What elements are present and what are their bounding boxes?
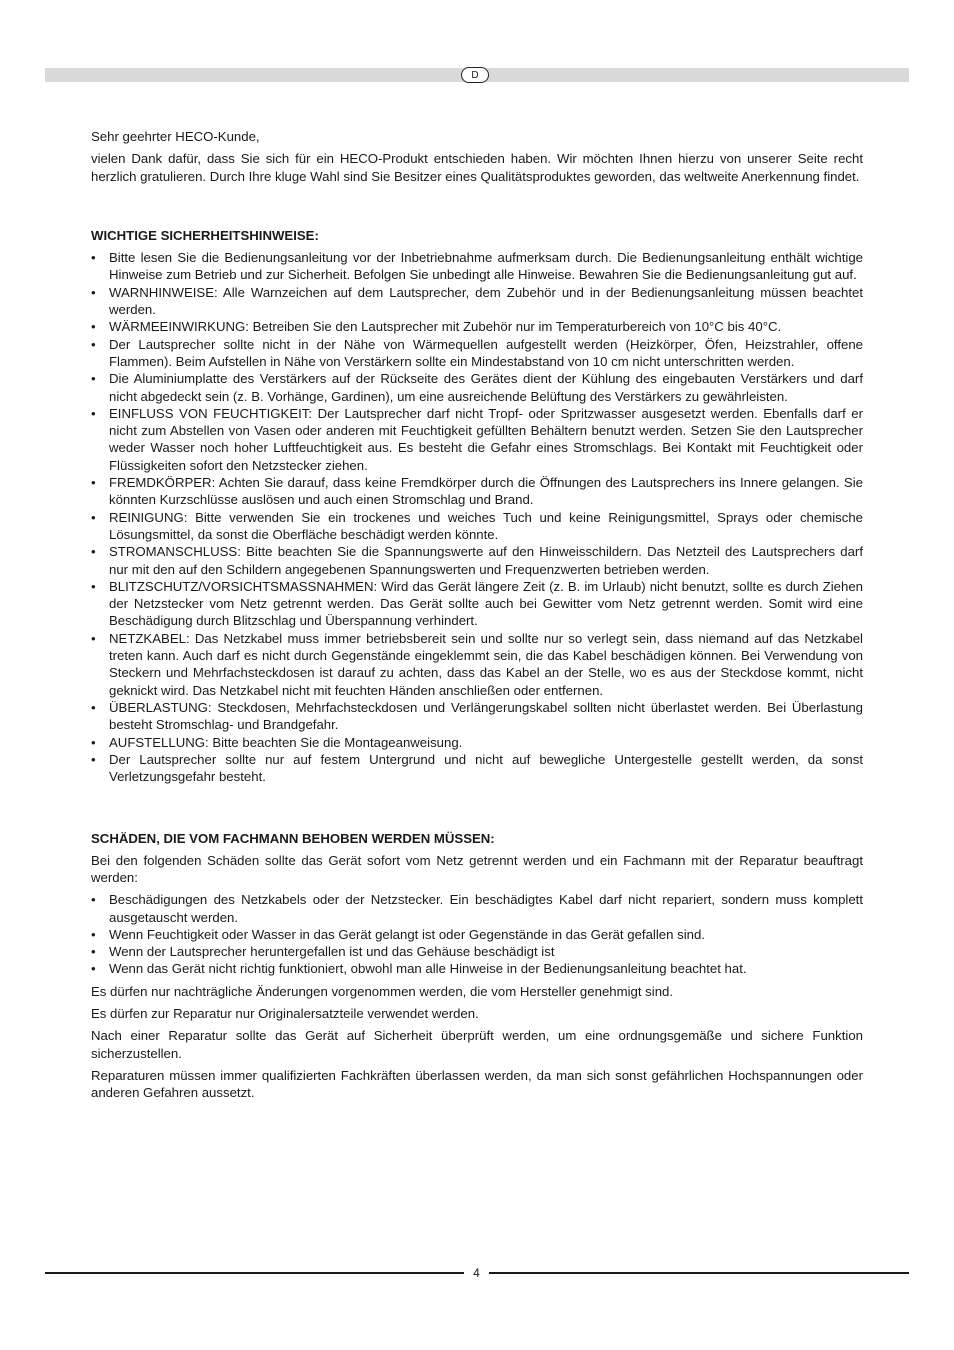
list-item: • AUFSTELLUNG: Bitte beachten Sie die Montageanweisung. — [91, 734, 463, 750]
damage-list — [91, 891, 863, 977]
list-item: • ÜBERLASTUNG: Steckdosen, Mehrfachsteckdosen und Verlängerungskabel sollten nicht überlastet werden. Bei Überlastung besteht Stromschlag- und Brandgefahr. — [91, 699, 863, 733]
damage-paragraph: Nach einer Reparatur sollte das Gerät auf Sicherheit überprüft werden, um eine ordnungsgemäße und sichere Funktion sicherzustellen. — [91, 1028, 863, 1061]
list-item: • Wenn Feuchtigkeit oder Wasser in das Gerät gelangt ist oder Gegenstände in das Gerät gefallen sind. — [91, 926, 705, 942]
list-item: • WARNHINWEISE: Alle Warnzeichen auf dem Lautsprecher, dem Zubehör und in der Bedienungsanleitung müssen beachtet werden. — [91, 284, 863, 318]
list-item: • STROMANSCHLUSS: Bitte beachten Sie die Spannungswerte auf den Hinweisschildern. Das Netzteil des Lautsprechers darf nur mit den auf den Schildern angegebenen Spannungswerten und Frequenzwerten betrieben werden. — [91, 544, 863, 577]
page-content — [91, 128, 863, 1102]
damage-intro: Bei den folgenden Schäden sollte das Gerät sofort vom Netz getrennt werden und ein Fachmann mit der Reparatur beauftragt werden: — [91, 852, 863, 885]
damage-paragraph: Es dürfen nur nachträgliche Änderungen vorgenommen werden, die vom Hersteller genehmigt sind. — [91, 983, 674, 999]
greeting: Sehr geehrter HECO-Kunde, — [91, 129, 260, 144]
intro-paragraph: vielen Dank dafür, dass Sie sich für ein HECO-Produkt entschieden haben. Wir möchten Ihnen hierzu von unserer Seite recht herzlich gratulieren. Durch Ihre kluge Wahl sind Sie Besitzer eines Qualitätsproduktes geworden, das weltweite Anerkennung findet. — [91, 151, 863, 184]
page-number: 4 — [473, 1266, 480, 1280]
list-item: • Der Lautsprecher sollte nur auf festem Untergrund und nicht auf bewegliche Untergestelle gestellt werden, da sonst Verletzungsgefahr besteht. — [91, 751, 863, 785]
list-item: • REINIGUNG: Bitte verwenden Sie ein trockenes und weiches Tuch und keine Reinigungsmittel, Sprays oder chemische Lösungsmittel, da sonst die Oberfläche beschädigt werden könnte. — [91, 509, 863, 542]
footer-rule-right — [489, 1272, 909, 1274]
list-item: • FREMDKÖRPER: Achten Sie darauf, dass keine Fremdkörper durch die Öffnungen des Lautsprechers ins Innere gelangen. Sie könnten Kurzschlüsse auslösen und auch einen Stromschlag und Brand. — [91, 475, 863, 508]
damage-paragraph: Es dürfen zur Reparatur nur Originalersatzteile verwendet werden. — [91, 1006, 479, 1022]
list-item: • Beschädigungen des Netzkabels oder der Netzstecker. Ein beschädigtes Kabel darf nicht repariert, sondern muss komplett ausgetauscht werden. — [91, 892, 863, 925]
list-item: • Die Aluminiumplatte des Verstärkers auf der Rückseite des Gerätes dient der Kühlung des eingebauten Verstärkers und darf nicht abgedeckt sein (z. B. Vorhänge, Gardinen), um eine ausreichende Belüftung des Verstärkers zu gewährleisten. — [91, 371, 863, 404]
list-item: • Der Lautsprecher sollte nicht in der Nähe von Wärmequellen aufgestellt werden (Heizkörper, Öfen, Heizstrahler, offene Flammen). Beim Aufstellen in Nähe von Verstärkern sollte ein Mindestabstand von 10 cm nicht unterschritten werden. — [91, 336, 863, 369]
list-item: • EINFLUSS VON FEUCHTIGKEIT: Der Lautsprecher darf nicht Tropf- oder Spritzwasser ausgesetzt werden. Ebenfalls darf er nicht zum Abstellen von Vasen oder anderen mit Feuchtigkeit gefüllten Behältern benutzt werden. Setzen Sie den Lautsprecher weder Wasser noch hoher Luftfeuchtigkeit aus. Es besteht die Gefahr eines Stromschlags. Bei Kontakt mit Feuchtigkeit oder Flüssigkeiten sofort den Netzstecker ziehen. — [91, 405, 863, 473]
language-badge: D — [461, 67, 489, 83]
footer-rule-left — [45, 1272, 464, 1274]
list-item: • Wenn das Gerät nicht richtig funktioniert, obwohl man alle Hinweise in der Bedienungsanleitung beachtet hat. — [91, 961, 747, 977]
list-item: • BLITZSCHUTZ/VORSICHTSMASSNAHMEN: Wird das Gerät längere Zeit (z. B. im Urlaub) nicht benutzt, sollte es durch Ziehen der Netzstecker vom Netz getrennt werden. Das Gerät sollte auch bei Gewitter vom Netz getrennt werden. Somit wird eine Beschädigung durch Blitzschlag und Überspannung verhindert. — [91, 578, 863, 629]
damage-paragraph: Reparaturen müssen immer qualifizierten Fachkräften überlassen werden, da man sich sonst gefährlichen Hochspannungen oder anderen Gefahren aussetzt. — [91, 1067, 863, 1101]
list-item: • NETZKABEL: Das Netzkabel muss immer betriebsbereit sein und sollte nur so verlegt sein, dass niemand auf das Netzkabel treten kann. Auch darf es nicht durch Gegenstände eingeklemmt sein, die das Kabel beschädigen können. Bei Verwendung von Steckern und Mehrfachsteckdosen ist darauf zu achten, dass das Kabel an der Stelle, wo es aus der Steckdose kommt, nicht geknickt wird. Das Netzkabel nicht mit feuchten Händen anschließen oder entfernen. — [91, 630, 863, 698]
safety-list — [91, 249, 863, 785]
list-item: • WÄRMEEINWIRKUNG: Betreiben Sie den Lautsprecher mit Zubehör nur im Temperaturbereich von 10°C bis 40°C. — [91, 319, 782, 335]
safety-heading: WICHTIGE SICHERHEITSHINWEISE: — [91, 227, 319, 243]
damage-heading: SCHÄDEN, DIE VOM FACHMANN BEHOBEN WERDEN MÜSSEN: — [91, 831, 495, 847]
list-item: • Wenn der Lautsprecher heruntergefallen ist und das Gehäuse beschädigt ist — [91, 944, 555, 960]
list-item: • Bitte lesen Sie die Bedienungsanleitung vor der Inbetriebnahme aufmerksam durch. Die Bedienungsanleitung enthält wichtige Hinweise zum Betrieb und zur Sicherheit. Befolgen Sie unbedingt alle Hinweise. Bewahren Sie die Bedienungsanleitung gut auf. — [91, 250, 863, 283]
